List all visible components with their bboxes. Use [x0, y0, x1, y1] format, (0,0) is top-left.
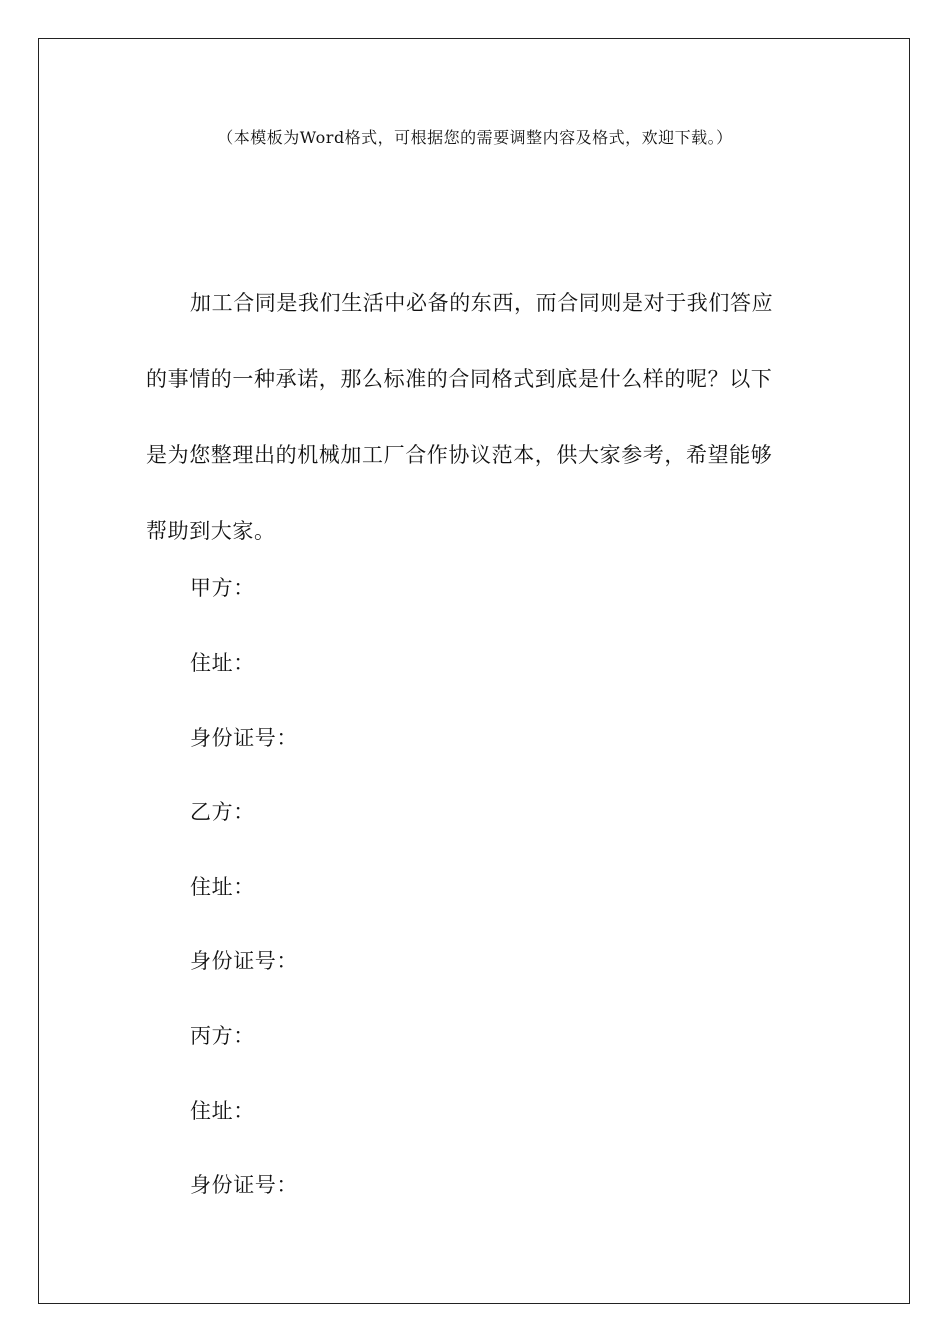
- party-c-id-label: 身份证号：: [190, 1173, 298, 1197]
- intro-line: 帮助到大家。: [146, 519, 276, 543]
- party-c-label: 丙方：: [190, 1024, 255, 1048]
- party-b-address-label: 住址：: [190, 875, 255, 899]
- party-b-label: 乙方：: [190, 800, 255, 824]
- intro-paragraph: [146, 265, 806, 569]
- party-a-address-label: 住址：: [190, 651, 255, 675]
- party-c-address-label: 住址：: [190, 1099, 255, 1123]
- intro-line: 是为您整理出的机械加工厂合作协议范本，供大家参考，希望能够: [146, 443, 773, 467]
- intro-line: 的事情的一种承诺，那么标准的合同格式到底是什么样的呢？以下: [146, 367, 773, 391]
- page-border: [38, 38, 910, 1304]
- party-b-id-label: 身份证号：: [190, 949, 298, 973]
- template-note: （本模板为Word格式，可根据您的需要调整内容及格式，欢迎下载。）: [217, 128, 733, 147]
- party-a-id-label: 身份证号：: [190, 726, 298, 750]
- intro-line: 加工合同是我们生活中必备的东西，而合同则是对于我们答应: [190, 291, 774, 315]
- party-a-label: 甲方：: [190, 576, 255, 600]
